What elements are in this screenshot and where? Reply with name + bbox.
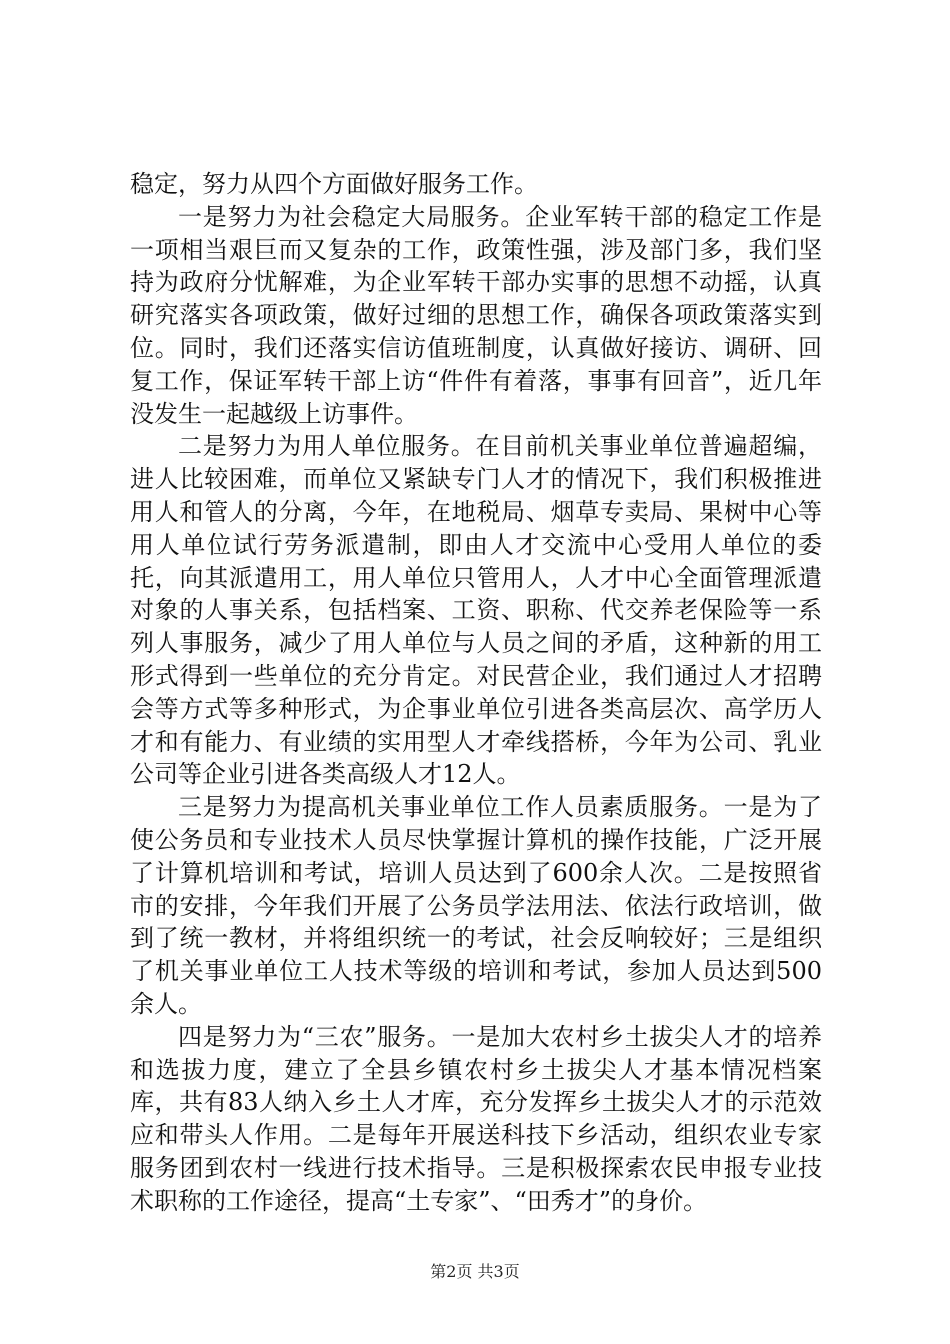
paragraph-social-stability: 一是努力为社会稳定大局服务。企业军转干部的稳定工作是一项相当艰巨而又复杂的工作，政策性强，涉及部门多，我们坚持为政府分忧解难，为企业军转干部办实事的思想不动摇，认真研究落实各项政策，做好过细的思想工作，确保各项政策落实到位。同时，我们还落实信访值班制度，认真做好接访、调研、回复工作，保证军转干部上访“件件有着落，事事有回音”，近几年没发生一起越级上访事件。 <box>130 202 822 428</box>
paragraph-rural-service: 四是努力为“三农”服务。一是加大农村乡土拔尖人才的培养和选拔力度，建立了全县乡镇农村乡土拔尖人才基本情况档案库，共有83人纳入乡土人才库，充分发挥乡土拔尖人才的示范效应和带头人作用。二是每年开展送科技下乡活动，组织农业专家服务团到农村一线进行技术指导。三是积极探索农民申报专业技术职称的工作途径，提高“土专家”、“田秀才”的身价。 <box>130 1022 822 1215</box>
paragraph-continuation: 稳定，努力从四个方面做好服务工作。 <box>130 170 538 198</box>
document-body <box>130 168 822 1218</box>
paragraph-employer-service: 二是努力为用人单位服务。在目前机关事业单位普遍超编，进人比较困难，而单位又紧缺专门人才的情况下，我们积极推进用人和管人的分离，今年，在地税局、烟草专卖局、果树中心等用人单位试行劳务派遣制，即由人才交流中心受用人单位的委托，向其派遣用工，用人单位只管用人，人才中心全面管理派遣对象的人事关系，包括档案、工资、职称、代交养老保险等一系列人事服务，减少了用人单位与人员之间的矛盾，这种新的用工形式得到一些单位的充分肯定。对民营企业，我们通过人才招聘会等方式等多种形式，为企事业单位引进各类高层次、高学历人才和有能力、有业绩的实用型人才牵线搭桥，今年为公司、乳业公司等企业引进各类高级人才12人。 <box>130 432 822 789</box>
paragraph-staff-quality: 三是努力为提高机关事业单位工作人员素质服务。一是为了使公务员和专业技术人员尽快掌握计算机的操作技能，广泛开展了计算机培训和考试，培训人员达到了600余人次。二是按照省市的安排，今年我们开展了公务员学法用法、依法行政培训，做到了统一教材，并将组织统一的考试，社会反响较好；三是组织了机关事业单位工人技术等级的培训和考试，参加人员达到500余人。 <box>130 793 822 1018</box>
page-number-footer: 第2页 共3页 <box>430 1262 520 1281</box>
